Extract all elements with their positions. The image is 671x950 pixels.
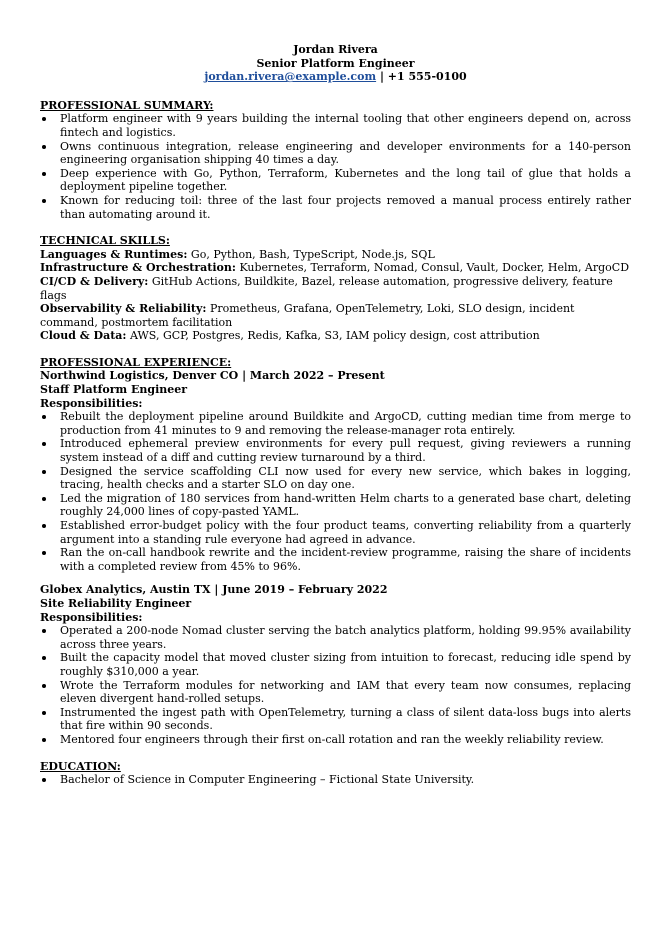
education-section <box>40 760 631 787</box>
summary-section <box>40 99 631 221</box>
resume-header <box>40 43 631 84</box>
skill-label: Languages & Runtimes: <box>40 247 188 261</box>
skill-label: Cloud & Data: <box>40 329 127 343</box>
contact-line <box>40 70 631 84</box>
skill-row <box>40 302 631 329</box>
skill-row <box>40 248 631 262</box>
list-item: Ran the on-call handbook rewrite and the incident-review programme, raising the share of incidents with a completed review from 45% to 96%. <box>40 546 631 573</box>
job-entry <box>40 583 631 746</box>
list-item: Rebuilt the deployment pipeline around Buildkite and ArgoCD, cutting median time from merge to production from 41 minutes to 9 and removing the release-manager rota entirely. <box>40 410 631 437</box>
job-company-line: Globex Analytics, Austin TX | June 2019 – February 2022 <box>40 583 388 597</box>
skill-row <box>40 261 631 275</box>
job-role: Staff Platform Engineer <box>40 383 188 397</box>
list-item: Bachelor of Science in Computer Engineering – Fictional State University. <box>40 773 631 787</box>
section-heading: PROFESSIONAL SUMMARY: <box>40 98 214 112</box>
job-entry <box>40 369 631 573</box>
list-item: Designed the service scaffolding CLI now used for every new service, which bakes in logging, tracing, health checks and a starter SLO on day one. <box>40 465 631 492</box>
skill-label: Infrastructure & Orchestration: <box>40 261 236 275</box>
skills-section <box>40 234 631 343</box>
skill-label: CI/CD & Delivery: <box>40 274 149 288</box>
skill-label: Observability & Reliability: <box>40 302 207 316</box>
list-item: Operated a 200-node Nomad cluster serving the batch analytics platform, holding 99.95% availability across three years. <box>40 624 631 651</box>
job-company-line: Northwind Logistics, Denver CO | March 2022 – Present <box>40 369 385 383</box>
skill-value: AWS, GCP, Postgres, Redis, Kafka, S3, IAM policy design, cost attribution <box>126 329 540 343</box>
education-list <box>40 773 631 787</box>
responsibilities-list <box>40 410 631 573</box>
responsibilities-label: Responsibilities: <box>40 610 143 624</box>
section-heading: PROFESSIONAL EXPERIENCE: <box>40 355 232 369</box>
summary-list <box>40 112 631 221</box>
section-heading: TECHNICAL SKILLS: <box>40 234 170 248</box>
list-item: Wrote the Terraform modules for networking and IAM that every team now consumes, replacing eleven divergent hand-rolled setups. <box>40 679 631 706</box>
skill-value: Kubernetes, Terraform, Nomad, Consul, Vault, Docker, Helm, ArgoCD <box>235 261 630 275</box>
contact-separator: | <box>376 70 388 84</box>
list-item: Mentored four engineers through their first on-call rotation and ran the weekly reliability review. <box>40 733 631 747</box>
candidate-name: Jordan Rivera <box>293 43 378 56</box>
list-item: Known for reducing toil: three of the last four projects removed a manual process entirely rather than automating around it. <box>40 194 631 221</box>
section-heading: EDUCATION: <box>40 759 121 773</box>
skill-row <box>40 275 631 302</box>
skill-value: Go, Python, Bash, TypeScript, Node.js, SQL <box>187 247 435 261</box>
list-item: Owns continuous integration, release engineering and developer environments for a 140-person engineering organisation shipping 40 times a day. <box>40 140 631 167</box>
list-item: Platform engineer with 9 years building the internal tooling that other engineers depend on, across fintech and logistics. <box>40 112 631 139</box>
experience-section <box>40 356 631 747</box>
phone-number: +1 555-0100 <box>387 70 467 84</box>
responsibilities-list <box>40 624 631 746</box>
list-item: Established error-budget policy with the four product teams, converting reliability from a quarterly argument into a standing rule everyone had agreed in advance. <box>40 519 631 546</box>
skill-value: Prometheus, Grafana, OpenTelemetry, Loki, SLO design, incident command, postmortem facilitation <box>40 302 575 329</box>
responsibilities-label: Responsibilities: <box>40 396 143 410</box>
list-item: Led the migration of 180 services from hand-written Helm charts to a generated base chart, deleting roughly 24,000 lines of copy-pasted YAML. <box>40 492 631 519</box>
candidate-title: Senior Platform Engineer <box>256 56 415 70</box>
list-item: Built the capacity model that moved cluster sizing from intuition to forecast, reducing idle spend by roughly $310,000 a year. <box>40 651 631 678</box>
list-item: Instrumented the ingest path with OpenTelemetry, turning a class of silent data-loss bugs into alerts that fire within 90 seconds. <box>40 706 631 733</box>
list-item: Deep experience with Go, Python, Terraform, Kubernetes and the long tail of glue that holds a deployment pipeline together. <box>40 167 631 194</box>
email-link[interactable]: jordan.rivera@example.com <box>204 70 377 84</box>
resume-document <box>40 43 631 787</box>
list-item: Introduced ephemeral preview environments for every pull request, giving reviewers a running system instead of a diff and cutting review turnaround by a third. <box>40 437 631 464</box>
skill-row <box>40 329 631 343</box>
job-role: Site Reliability Engineer <box>40 596 192 610</box>
skill-value: GitHub Actions, Buildkite, Bazel, release automation, progressive delivery, feature flags <box>40 274 613 302</box>
